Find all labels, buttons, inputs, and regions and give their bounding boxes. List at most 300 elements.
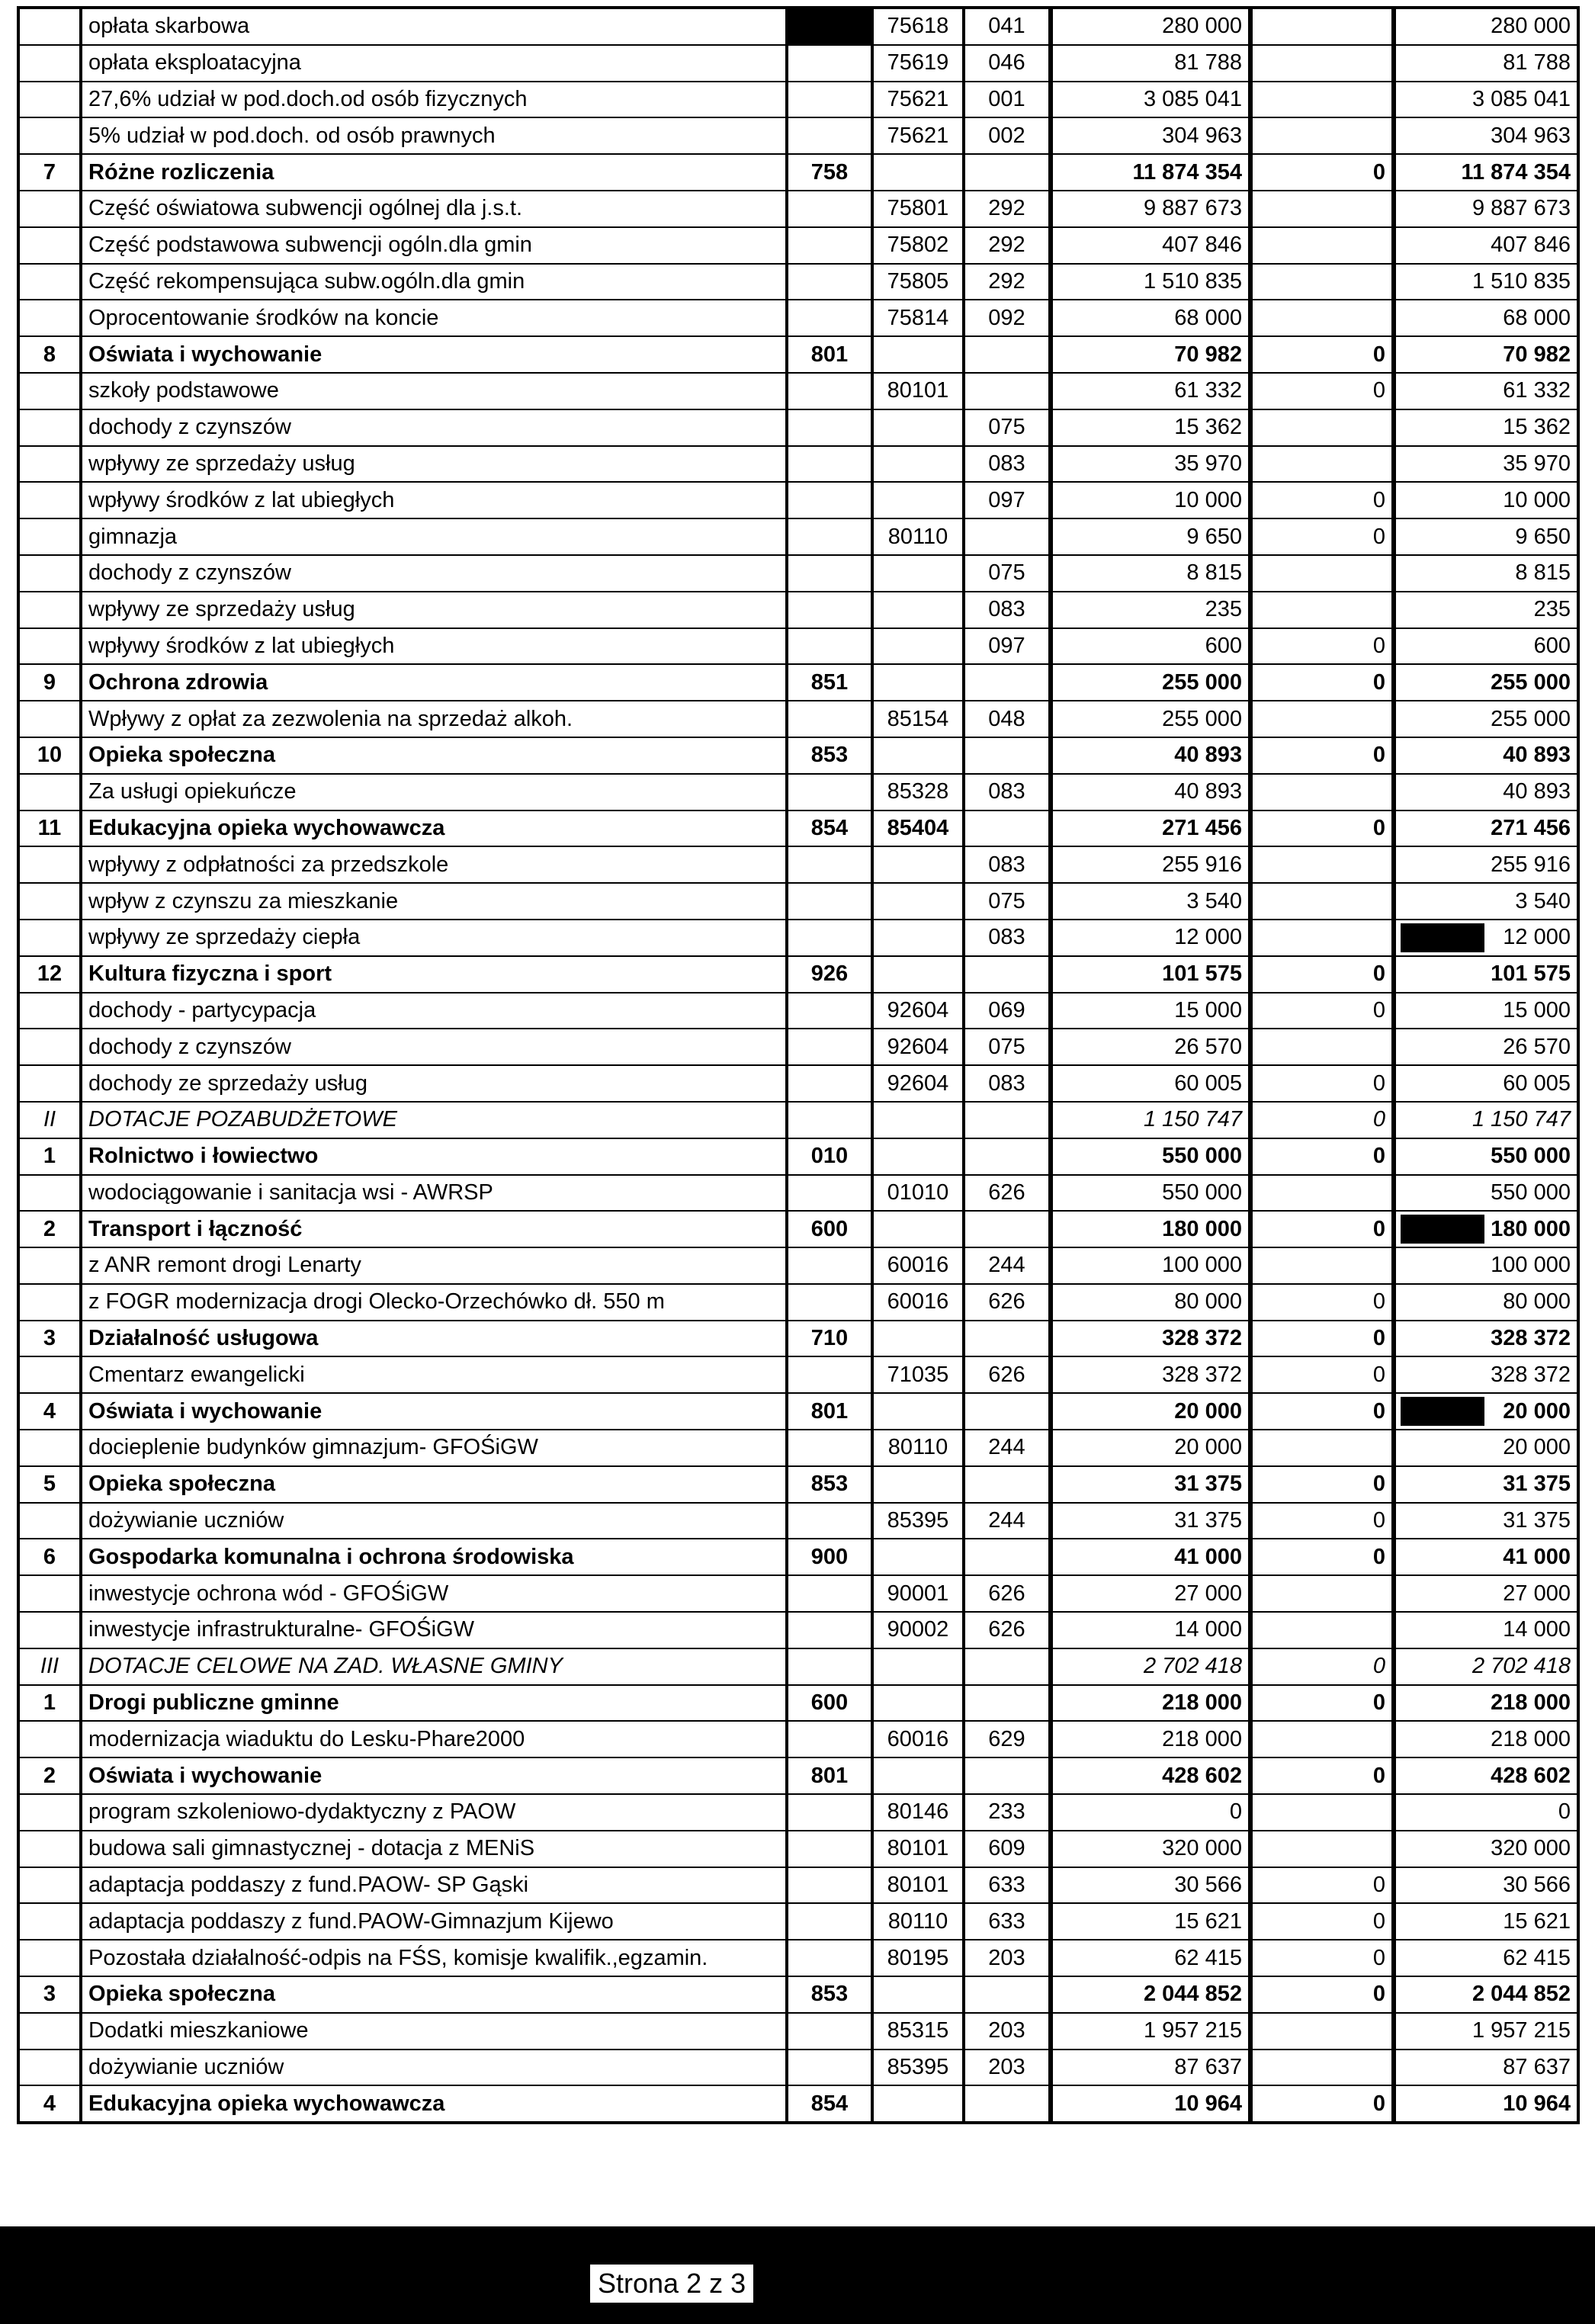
- paragraf-code: 203: [964, 1940, 1051, 1976]
- category-row: [18, 1539, 1578, 1575]
- row-number: 4: [18, 1393, 81, 1430]
- dzial-code: [787, 264, 872, 300]
- table-row: [18, 1356, 1578, 1393]
- change-amount: [1250, 2013, 1394, 2050]
- plan-amount: 12 000: [1051, 920, 1250, 956]
- after-change-amount: 255 000: [1394, 701, 1578, 737]
- item-name: Dodatki mieszkaniowe: [81, 2013, 787, 2050]
- item-name: wpływy z odpłatności za przedszkole: [81, 846, 787, 883]
- row-number: [18, 1612, 81, 1648]
- after-change-amount: 304 963: [1394, 117, 1578, 154]
- plan-amount: 27 000: [1051, 1575, 1250, 1612]
- rozdzial-code: [872, 1102, 964, 1138]
- rozdzial-code: 75805: [872, 264, 964, 300]
- dzial-code: [787, 555, 872, 592]
- row-number: [18, 1867, 81, 1904]
- change-amount: [1250, 300, 1394, 336]
- item-name: Wpływy z opłat za zezwolenia na sprzedaż alkoh.: [81, 701, 787, 737]
- after-change-amount: 235: [1394, 592, 1578, 628]
- row-number: [18, 1247, 81, 1284]
- table-row: [18, 117, 1578, 154]
- change-amount: 0: [1250, 1539, 1394, 1575]
- paragraf-code: [964, 1211, 1051, 1247]
- rozdzial-code: 85395: [872, 1503, 964, 1539]
- paragraf-code: [964, 1539, 1051, 1575]
- paragraf-code: 041: [964, 8, 1051, 45]
- table-row: [18, 774, 1578, 811]
- plan-amount: 9 887 673: [1051, 191, 1250, 227]
- change-amount: 0: [1250, 737, 1394, 774]
- dzial-code: [787, 701, 872, 737]
- plan-amount: 2 702 418: [1051, 1648, 1250, 1685]
- dzial-code: [787, 1903, 872, 1940]
- change-amount: [1250, 8, 1394, 45]
- table-row: [18, 45, 1578, 82]
- plan-amount: 20 000: [1051, 1393, 1250, 1430]
- paragraf-code: 083: [964, 592, 1051, 628]
- item-name: szkoły podstawowe: [81, 373, 787, 409]
- paragraf-code: 633: [964, 1867, 1051, 1904]
- change-amount: [1250, 701, 1394, 737]
- after-change-amount: 180 000: [1394, 1211, 1578, 1247]
- row-number: 8: [18, 336, 81, 373]
- row-number: [18, 8, 81, 45]
- dzial-code: [787, 883, 872, 920]
- table-row: [18, 373, 1578, 409]
- paragraf-code: 001: [964, 82, 1051, 118]
- item-name: Gospodarka komunalna i ochrona środowiska: [81, 1539, 787, 1575]
- item-name: wpływy środków z lat ubiegłych: [81, 628, 787, 665]
- rozdzial-code: [872, 1138, 964, 1175]
- item-name: dochody ze sprzedaży usług: [81, 1065, 787, 1102]
- rozdzial-code: 60016: [872, 1284, 964, 1321]
- row-number: [18, 82, 81, 118]
- plan-amount: 101 575: [1051, 956, 1250, 993]
- rozdzial-code: 92604: [872, 1065, 964, 1102]
- change-amount: [1250, 446, 1394, 483]
- paragraf-code: 626: [964, 1575, 1051, 1612]
- table-row: [18, 482, 1578, 518]
- table-row: [18, 1175, 1578, 1212]
- dzial-code: [787, 117, 872, 154]
- paragraf-code: 075: [964, 883, 1051, 920]
- rozdzial-code: 60016: [872, 1721, 964, 1757]
- paragraf-code: [964, 1321, 1051, 1357]
- category-row: [18, 1757, 1578, 1794]
- table-row: [18, 2050, 1578, 2086]
- item-name: wodociągowanie i sanitacja wsi - AWRSP: [81, 1175, 787, 1212]
- item-name: modernizacja wiaduktu do Lesku-Phare2000: [81, 1721, 787, 1757]
- table-row: [18, 592, 1578, 628]
- table-row: [18, 1430, 1578, 1466]
- dzial-code: 801: [787, 1757, 872, 1794]
- table-row: [18, 883, 1578, 920]
- table-row: [18, 446, 1578, 483]
- item-name: inwestycje ochrona wód - GFOŚiGW: [81, 1575, 787, 1612]
- paragraf-code: 633: [964, 1903, 1051, 1940]
- table-row: [18, 8, 1578, 45]
- plan-amount: 26 570: [1051, 1029, 1250, 1065]
- table-row: [18, 628, 1578, 665]
- table-row: [18, 409, 1578, 446]
- dzial-code: [787, 1648, 872, 1685]
- dzial-code: [787, 1831, 872, 1867]
- dzial-code: [787, 846, 872, 883]
- dzial-code: 853: [787, 1466, 872, 1503]
- plan-amount: 550 000: [1051, 1138, 1250, 1175]
- dzial-code: [787, 8, 872, 45]
- dzial-code: [787, 1356, 872, 1393]
- table-row: [18, 1284, 1578, 1321]
- row-number: [18, 191, 81, 227]
- rozdzial-code: 85328: [872, 774, 964, 811]
- change-amount: [1250, 45, 1394, 82]
- rozdzial-code: 60016: [872, 1247, 964, 1284]
- paragraf-code: 244: [964, 1247, 1051, 1284]
- rozdzial-code: [872, 555, 964, 592]
- row-number: [18, 592, 81, 628]
- item-name: opłata skarbowa: [81, 8, 787, 45]
- after-change-amount: 70 982: [1394, 336, 1578, 373]
- rozdzial-code: 85315: [872, 2013, 964, 2050]
- table-row: [18, 1794, 1578, 1831]
- change-amount: 0: [1250, 1503, 1394, 1539]
- paragraf-code: [964, 1102, 1051, 1138]
- paragraf-code: 002: [964, 117, 1051, 154]
- paragraf-code: [964, 373, 1051, 409]
- after-change-amount: 20 000: [1394, 1430, 1578, 1466]
- plan-amount: 100 000: [1051, 1247, 1250, 1284]
- rozdzial-code: [872, 482, 964, 518]
- rozdzial-code: [872, 883, 964, 920]
- rozdzial-code: [872, 1757, 964, 1794]
- paragraf-code: 048: [964, 701, 1051, 737]
- table-row: [18, 1247, 1578, 1284]
- after-change-amount: 0: [1394, 1794, 1578, 1831]
- plan-amount: 30 566: [1051, 1867, 1250, 1904]
- dzial-code: [787, 373, 872, 409]
- change-amount: 0: [1250, 1321, 1394, 1357]
- rozdzial-code: 80195: [872, 1940, 964, 1976]
- change-amount: [1250, 264, 1394, 300]
- plan-amount: 41 000: [1051, 1539, 1250, 1575]
- item-name: Część rekompensująca subw.ogóln.dla gmin: [81, 264, 787, 300]
- after-change-amount: 428 602: [1394, 1757, 1578, 1794]
- paragraf-code: 092: [964, 300, 1051, 336]
- after-change-amount: 101 575: [1394, 956, 1578, 993]
- change-amount: [1250, 1612, 1394, 1648]
- item-name: dożywianie uczniów: [81, 2050, 787, 2086]
- change-amount: 0: [1250, 1211, 1394, 1247]
- table-row: [18, 1029, 1578, 1065]
- row-number: [18, 482, 81, 518]
- rozdzial-code: 80146: [872, 1794, 964, 1831]
- paragraf-code: 203: [964, 2050, 1051, 2086]
- dzial-code: [787, 1065, 872, 1102]
- rozdzial-code: 75621: [872, 82, 964, 118]
- rozdzial-code: [872, 336, 964, 373]
- rozdzial-code: 90001: [872, 1575, 964, 1612]
- paragraf-code: [964, 154, 1051, 191]
- category-row: [18, 1321, 1578, 1357]
- item-name: gimnazja: [81, 518, 787, 555]
- plan-amount: 1 957 215: [1051, 2013, 1250, 2050]
- after-change-amount: 26 570: [1394, 1029, 1578, 1065]
- rozdzial-code: [872, 1466, 964, 1503]
- plan-amount: 255 916: [1051, 846, 1250, 883]
- table-row: [18, 264, 1578, 300]
- paragraf-code: [964, 737, 1051, 774]
- paragraf-code: 233: [964, 1794, 1051, 1831]
- paragraf-code: [964, 956, 1051, 993]
- item-name: Część podstawowa subwencji ogóln.dla gmin: [81, 227, 787, 264]
- dzial-code: [787, 1102, 872, 1138]
- table-row: [18, 1503, 1578, 1539]
- change-amount: 0: [1250, 154, 1394, 191]
- section-row: [18, 1648, 1578, 1685]
- table-row: [18, 1612, 1578, 1648]
- plan-amount: 255 000: [1051, 701, 1250, 737]
- rozdzial-code: [872, 592, 964, 628]
- row-number: [18, 846, 81, 883]
- rozdzial-code: 75802: [872, 227, 964, 264]
- paragraf-code: [964, 518, 1051, 555]
- item-name: budowa sali gimnastycznej - dotacja z MENiS: [81, 1831, 787, 1867]
- rozdzial-code: [872, 1393, 964, 1430]
- rozdzial-code: [872, 1321, 964, 1357]
- change-amount: [1250, 1430, 1394, 1466]
- item-name: Oprocentowanie środków na koncie: [81, 300, 787, 336]
- dzial-code: [787, 45, 872, 82]
- item-name: z ANR remont drogi Lenarty: [81, 1247, 787, 1284]
- change-amount: 0: [1250, 993, 1394, 1029]
- change-amount: 0: [1250, 628, 1394, 665]
- row-number: [18, 920, 81, 956]
- dzial-code: [787, 774, 872, 811]
- item-name: Część oświatowa subwencji ogólnej dla j.s.t.: [81, 191, 787, 227]
- rozdzial-code: 80110: [872, 518, 964, 555]
- change-amount: 0: [1250, 1466, 1394, 1503]
- rozdzial-code: [872, 446, 964, 483]
- rozdzial-code: 75618: [872, 8, 964, 45]
- after-change-amount: 271 456: [1394, 811, 1578, 847]
- row-number: III: [18, 1648, 81, 1685]
- dzial-code: 854: [787, 2085, 872, 2123]
- after-change-amount: 100 000: [1394, 1247, 1578, 1284]
- paragraf-code: 046: [964, 45, 1051, 82]
- plan-amount: 271 456: [1051, 811, 1250, 847]
- plan-amount: 600: [1051, 628, 1250, 665]
- row-number: [18, 1065, 81, 1102]
- table-row: [18, 1940, 1578, 1976]
- paragraf-code: 626: [964, 1356, 1051, 1393]
- row-number: [18, 1503, 81, 1539]
- item-name: Kultura fizyczna i sport: [81, 956, 787, 993]
- paragraf-code: [964, 1393, 1051, 1430]
- rozdzial-code: [872, 737, 964, 774]
- paragraf-code: 075: [964, 409, 1051, 446]
- after-change-amount: 11 874 354: [1394, 154, 1578, 191]
- rozdzial-code: 85404: [872, 811, 964, 847]
- plan-amount: 1 510 835: [1051, 264, 1250, 300]
- item-name: 27,6% udział w pod.doch.od osób fizycznych: [81, 82, 787, 118]
- change-amount: [1250, 409, 1394, 446]
- change-amount: [1250, 1247, 1394, 1284]
- table-row: [18, 227, 1578, 264]
- plan-amount: 3 540: [1051, 883, 1250, 920]
- table-row: [18, 518, 1578, 555]
- change-amount: [1250, 846, 1394, 883]
- table-row: [18, 993, 1578, 1029]
- after-change-amount: 3 085 041: [1394, 82, 1578, 118]
- item-name: z FOGR modernizacja drogi Olecko-Orzechówko dł. 550 m: [81, 1284, 787, 1321]
- change-amount: [1250, 191, 1394, 227]
- paragraf-code: 069: [964, 993, 1051, 1029]
- table-row: [18, 1575, 1578, 1612]
- after-change-amount: 35 970: [1394, 446, 1578, 483]
- rozdzial-code: 80110: [872, 1430, 964, 1466]
- change-amount: 0: [1250, 1940, 1394, 1976]
- row-number: [18, 1940, 81, 1976]
- item-name: 5% udział w pod.doch. od osób prawnych: [81, 117, 787, 154]
- paragraf-code: [964, 664, 1051, 701]
- plan-amount: 218 000: [1051, 1721, 1250, 1757]
- after-change-amount: 41 000: [1394, 1539, 1578, 1575]
- rozdzial-code: 92604: [872, 993, 964, 1029]
- after-change-amount: 27 000: [1394, 1575, 1578, 1612]
- paragraf-code: 203: [964, 2013, 1051, 2050]
- scan-dark-margin: [0, 2211, 1595, 2324]
- dzial-code: [787, 993, 872, 1029]
- after-change-amount: 218 000: [1394, 1721, 1578, 1757]
- after-change-amount: 550 000: [1394, 1138, 1578, 1175]
- dzial-code: [787, 592, 872, 628]
- dzial-code: 851: [787, 664, 872, 701]
- row-number: [18, 45, 81, 82]
- dzial-code: [787, 1612, 872, 1648]
- item-name: wpływy ze sprzedaży ciepła: [81, 920, 787, 956]
- paragraf-code: 244: [964, 1503, 1051, 1539]
- change-amount: [1250, 555, 1394, 592]
- plan-amount: 10 964: [1051, 2085, 1250, 2123]
- change-amount: 0: [1250, 811, 1394, 847]
- plan-amount: 81 788: [1051, 45, 1250, 82]
- row-number: [18, 1284, 81, 1321]
- rozdzial-code: 71035: [872, 1356, 964, 1393]
- rozdzial-code: 80110: [872, 1903, 964, 1940]
- dzial-code: 801: [787, 336, 872, 373]
- table-row: [18, 846, 1578, 883]
- change-amount: 0: [1250, 482, 1394, 518]
- dzial-code: [787, 1175, 872, 1212]
- row-number: [18, 518, 81, 555]
- dzial-code: 010: [787, 1138, 872, 1175]
- after-change-amount: 2 044 852: [1394, 1976, 1578, 2013]
- dzial-code: [787, 82, 872, 118]
- plan-amount: 428 602: [1051, 1757, 1250, 1794]
- dzial-code: [787, 1029, 872, 1065]
- dzial-code: 600: [787, 1211, 872, 1247]
- row-number: II: [18, 1102, 81, 1138]
- item-name: Opieka społeczna: [81, 1466, 787, 1503]
- after-change-amount: 255 000: [1394, 664, 1578, 701]
- after-change-amount: 9 650: [1394, 518, 1578, 555]
- paragraf-code: 626: [964, 1284, 1051, 1321]
- after-change-amount: 3 540: [1394, 883, 1578, 920]
- after-change-amount: 10 000: [1394, 482, 1578, 518]
- plan-amount: 80 000: [1051, 1284, 1250, 1321]
- row-number: 12: [18, 956, 81, 993]
- change-amount: [1250, 1175, 1394, 1212]
- after-change-amount: 15 000: [1394, 993, 1578, 1029]
- rozdzial-code: [872, 1211, 964, 1247]
- item-name: Pozostała działalność-odpis na FŚS, komisje kwalifik.,egzamin.: [81, 1940, 787, 1976]
- plan-amount: 180 000: [1051, 1211, 1250, 1247]
- change-amount: 0: [1250, 1393, 1394, 1430]
- category-row: [18, 2085, 1578, 2123]
- row-number: [18, 1831, 81, 1867]
- plan-amount: 35 970: [1051, 446, 1250, 483]
- rozdzial-code: [872, 1685, 964, 1722]
- plan-amount: 328 372: [1051, 1356, 1250, 1393]
- plan-amount: 68 000: [1051, 300, 1250, 336]
- plan-amount: 550 000: [1051, 1175, 1250, 1212]
- item-name: Oświata i wychowanie: [81, 1393, 787, 1430]
- row-number: 5: [18, 1466, 81, 1503]
- paragraf-code: 292: [964, 264, 1051, 300]
- row-number: 6: [18, 1539, 81, 1575]
- dzial-code: 600: [787, 1685, 872, 1722]
- change-amount: [1250, 920, 1394, 956]
- dzial-code: [787, 1867, 872, 1904]
- row-number: 1: [18, 1138, 81, 1175]
- item-name: dochody z czynszów: [81, 555, 787, 592]
- item-name: Różne rozliczenia: [81, 154, 787, 191]
- after-change-amount: 1 510 835: [1394, 264, 1578, 300]
- rozdzial-code: [872, 628, 964, 665]
- dzial-code: [787, 1721, 872, 1757]
- change-amount: 0: [1250, 1356, 1394, 1393]
- paragraf-code: 083: [964, 446, 1051, 483]
- rozdzial-code: 75619: [872, 45, 964, 82]
- page-number-label: Strona 2 z 3: [589, 2263, 755, 2304]
- paragraf-code: 075: [964, 555, 1051, 592]
- paragraf-code: 083: [964, 1065, 1051, 1102]
- paragraf-code: 083: [964, 920, 1051, 956]
- dzial-code: 801: [787, 1393, 872, 1430]
- paragraf-code: [964, 1976, 1051, 2013]
- change-amount: [1250, 592, 1394, 628]
- paragraf-code: [964, 1648, 1051, 1685]
- rozdzial-code: [872, 920, 964, 956]
- change-amount: [1250, 2050, 1394, 2086]
- row-number: [18, 1903, 81, 1940]
- plan-amount: 9 650: [1051, 518, 1250, 555]
- paragraf-code: 075: [964, 1029, 1051, 1065]
- plan-amount: 31 375: [1051, 1503, 1250, 1539]
- change-amount: [1250, 1721, 1394, 1757]
- paragraf-code: 292: [964, 227, 1051, 264]
- category-row: [18, 1466, 1578, 1503]
- table-row: [18, 701, 1578, 737]
- paragraf-code: [964, 1138, 1051, 1175]
- item-name: Drogi publiczne gminne: [81, 1685, 787, 1722]
- paragraf-code: 629: [964, 1721, 1051, 1757]
- row-number: 2: [18, 1211, 81, 1247]
- after-change-amount: 1 957 215: [1394, 2013, 1578, 2050]
- after-change-amount: 280 000: [1394, 8, 1578, 45]
- item-name: DOTACJE CELOWE NA ZAD. WŁASNE GMINY: [81, 1648, 787, 1685]
